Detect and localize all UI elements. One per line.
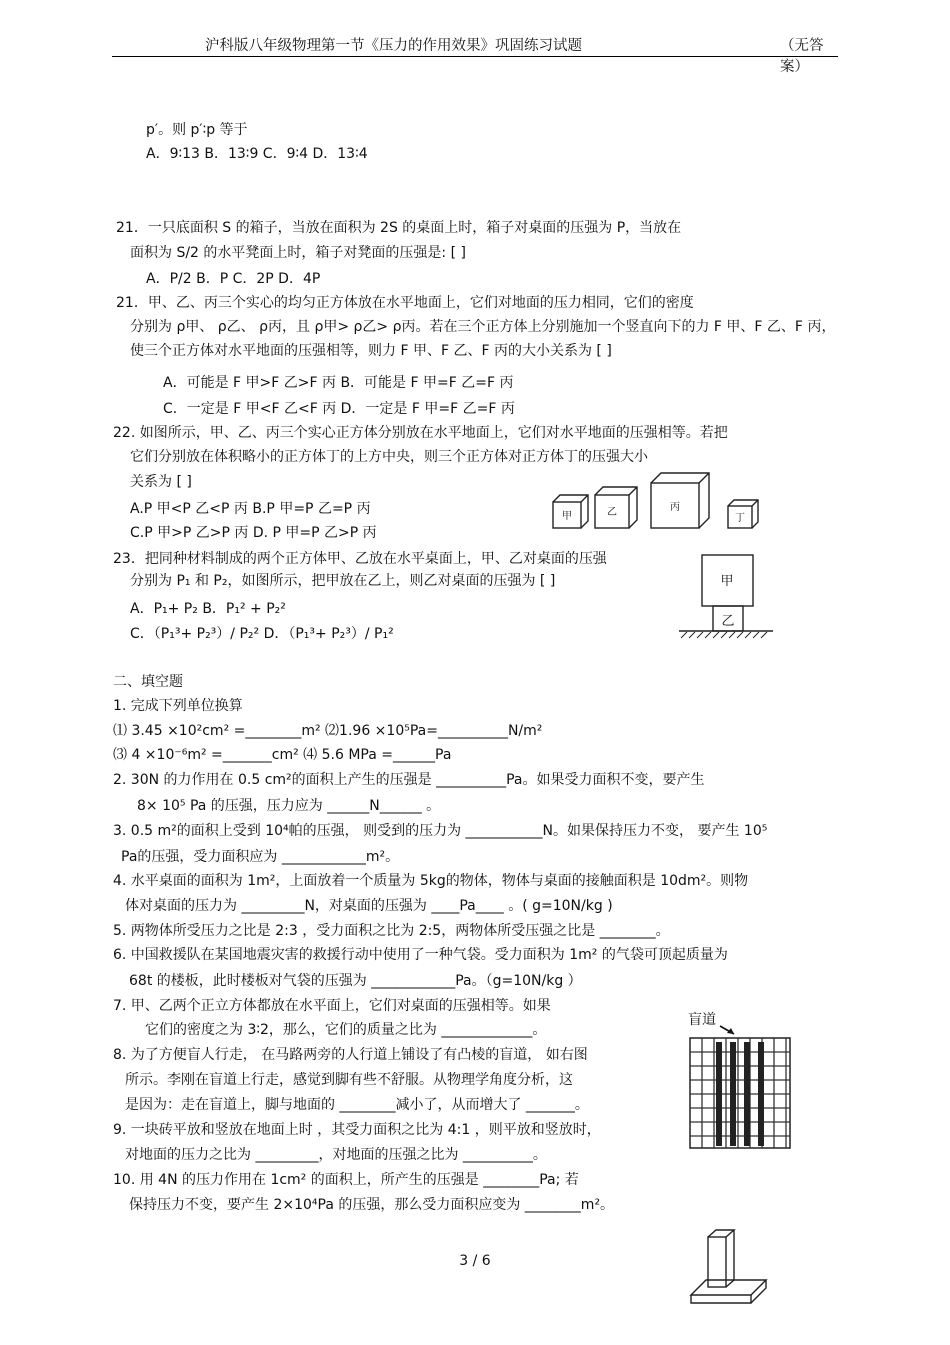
text-line: p′。则 p′∶p 等于 bbox=[146, 122, 248, 138]
block-label-bottom: 乙 bbox=[721, 614, 735, 629]
header-title: 沪科版八年级物理第一节《压力的作用效果》巩固练习试题 bbox=[205, 38, 582, 54]
tactile-paving-figure bbox=[688, 1020, 798, 1150]
text-line: 3. 0.5 m²的面积上受到 10⁴帕的压强， 则受到的压力为 ___________N。如果保持压力不变， 要产生 10⁵ bbox=[113, 823, 768, 839]
cube-label-c: 丙 bbox=[670, 502, 680, 513]
text-line: 使三个正方体对水平地面的压强相等，则力 F 甲、F 乙、F 丙的大小关系为 [ ] bbox=[130, 343, 612, 359]
text-line: C.P 甲>P 乙>P 丙 D. P 甲=P 乙>P 丙 bbox=[130, 525, 377, 541]
text-line: A．P/2 B．P C．2P D．4P bbox=[146, 271, 321, 287]
section-title: 二、填空题 bbox=[113, 674, 183, 690]
text-line: 对地面的压力之比为 _________，对地面的压强之比为 __________。 bbox=[125, 1147, 547, 1163]
text-line: 7. 甲、乙两个正立方体都放在水平面上，它们对桌面的压强相等。如果 bbox=[113, 998, 551, 1014]
text-line: 21．一只底面积 S 的箱子，当放在面积为 2S 的桌面上时，箱子对桌面的压强为 P，当放在 bbox=[116, 220, 682, 236]
stacked-blocks-figure bbox=[675, 553, 775, 643]
cube-label-b: 乙 bbox=[607, 507, 617, 518]
text-line: C．（P₁³+ P₂³）/ P₂² D．（P₁³+ P₂³）/ P₁² bbox=[130, 626, 394, 642]
cubes-figure bbox=[548, 470, 778, 532]
text-line: 1. 完成下列单位换算 bbox=[113, 698, 243, 714]
text-line: 它们分别放在体积略小的正方体丁的上方中央，则三个正方体对正方体丁的压强大小 bbox=[130, 449, 648, 465]
cube-label-a: 甲 bbox=[562, 511, 572, 522]
text-line: ⑶ 4 ×10⁻⁶m² =_______cm² ⑷ 5.6 MPa =______Pa bbox=[113, 747, 452, 763]
text-line: 分别为 ρ甲、 ρ乙、 ρ丙，且 ρ甲> ρ乙> ρ丙。若在三个正方体上分别施加一个竖直向下的力 F 甲、F 乙、F 丙， bbox=[130, 319, 836, 335]
text-line: 保持压力不变，要产生 2×10⁴Pa 的压强，那么受力面积应变为 ________m²。 bbox=[129, 1197, 615, 1213]
text-line: A．9∶13 B．13∶9 C．9∶4 D．13∶4 bbox=[146, 146, 368, 162]
text-line: 23．把同种材料制成的两个正方体甲、乙放在水平桌面上，甲、乙对桌面的压强 bbox=[113, 551, 607, 567]
text-line: 体对桌面的压力为 _________N，对桌面的压强为 ____Pa____ 。( g=10N/kg ) bbox=[125, 898, 613, 914]
text-line: A．可能是 F 甲>F 乙>F 丙 B．可能是 F 甲=F 乙=F 丙 bbox=[163, 375, 514, 391]
text-line: A.P 甲<P 乙<P 丙 B.P 甲=P 乙=P 丙 bbox=[130, 501, 371, 517]
text-line: 所示。李刚在盲道上行走，感觉到脚有些不舒服。从物理学角度分析，这 bbox=[125, 1072, 573, 1088]
text-line: 面积为 S/2 的水平凳面上时，箱子对凳面的压强是: [ ] bbox=[130, 245, 466, 261]
text-line: 9. 一块砖平放和竖放在地面上时 ，其受力面积之比为 4:1 ，则平放和竖放时， bbox=[113, 1122, 601, 1138]
text-line: 22. 如图所示，甲、乙、丙三个实心正方体分别放在水平地面上，它们对水平地面的压强相等。若把 bbox=[113, 425, 728, 441]
text-line: 4. 水平桌面的面积为 1m²，上面放着一个质量为 5kg的物体，物体与桌面的接触面积是 10dm²。则物 bbox=[113, 873, 749, 889]
text-line: 8× 10⁵ Pa 的压强，压力应为 ______N______ 。 bbox=[137, 798, 441, 814]
text-line: 它们的密度之为 3∶2，那么，它们的质量之比为 _____________。 bbox=[145, 1022, 547, 1038]
text-line: 10. 用 4N 的压力作用在 1cm² 的面积上，所产生的压强是 ________Pa; 若 bbox=[113, 1172, 579, 1188]
block-label-top: 甲 bbox=[720, 574, 734, 589]
text-line: 6. 中国救援队在某国地震灾害的救援行动中使用了一种气袋。受力面积为 1m² 的气袋可顶起质量为 bbox=[113, 947, 728, 963]
page-number: 3 / 6 bbox=[459, 1253, 491, 1269]
text-line: 5. 两物体所受压力之比是 2:3 ，受力面积之比为 2:5，两物体所受压强之比是 ________。 bbox=[113, 923, 670, 939]
text-line: 8. 为了方便盲人行走， 在马路两旁的人行道上铺设了有凸棱的盲道， 如右图 bbox=[113, 1047, 588, 1063]
text-line: A．P₁+ P₂ B．P₁² + P₂² bbox=[130, 601, 286, 617]
text-line: 分别为 P₁ 和 P₂，如图所示，把甲放在乙上，则乙对桌面的压强为 [ ] bbox=[130, 573, 556, 589]
text-line: 2. 30N 的力作用在 0.5 cm²的面积上产生的压强是 __________Pa。如果受力面积不变，要产生 bbox=[113, 772, 705, 788]
text-line: Pa的压强，受力面积应为 ____________m²。 bbox=[121, 849, 400, 865]
text-line: 关系为 [ ] bbox=[130, 474, 192, 490]
page-header bbox=[112, 34, 838, 75]
tactile-label: 盲道 bbox=[688, 1012, 716, 1028]
cube-label-d: 丁 bbox=[735, 513, 745, 524]
header-note: （无答案） bbox=[780, 38, 824, 75]
text-line: 21．甲、乙、丙三个实心的均匀正方体放在水平地面上，它们对地面的压力相同，它们的密度 bbox=[116, 295, 694, 311]
text-line: C．一定是 F 甲<F 乙<F 丙 D．一定是 F 甲=F 乙=F 丙 bbox=[163, 401, 515, 417]
text-line: 68t 的楼板，此时楼板对气袋的压强为 ____________Pa。（g=10N/kg ） bbox=[129, 973, 582, 989]
text-line: ⑴ 3.45 ×10²cm² =________m² ⑵1.96 ×10⁵Pa=__________N/m² bbox=[113, 723, 543, 739]
text-line: 是因为：走在盲道上，脚与地面的 ________减小了，从而增大了 _______。 bbox=[125, 1097, 589, 1113]
